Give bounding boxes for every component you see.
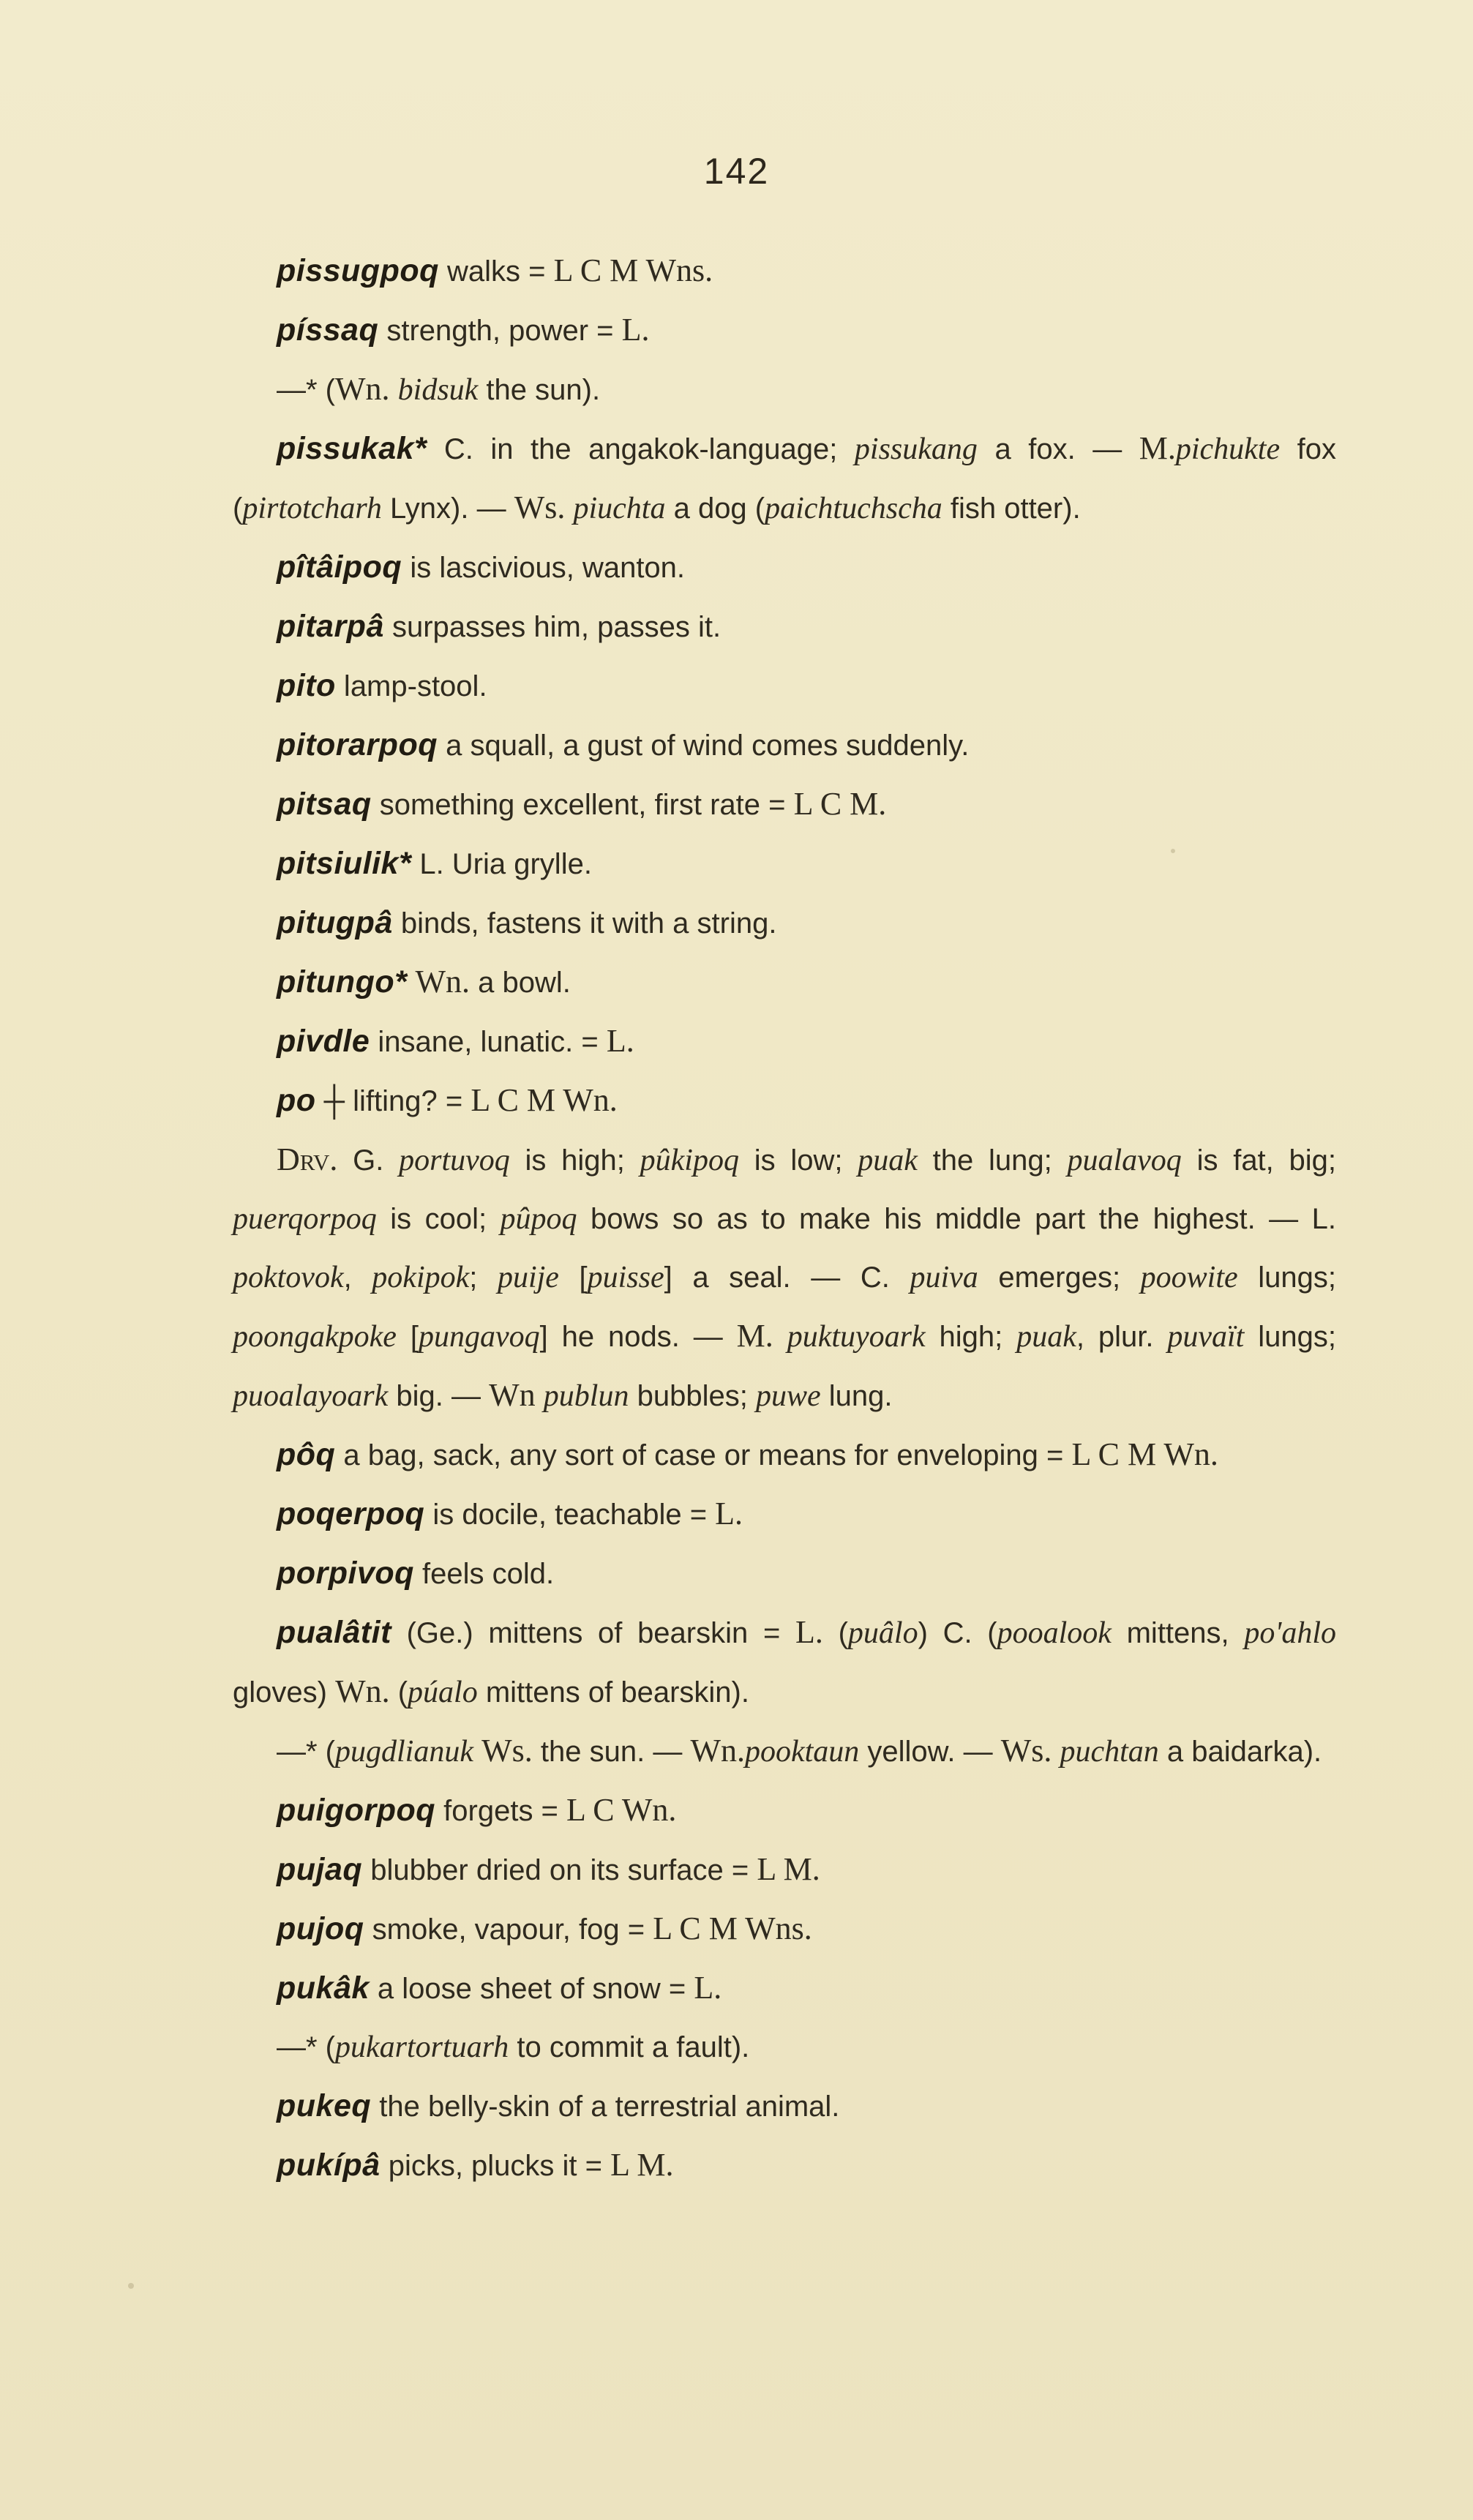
- headword: pujoq: [277, 1911, 364, 1946]
- dictionary-entry: [233, 1722, 1336, 1781]
- italic-form: pungavoq: [418, 1320, 540, 1354]
- dictionary-entry: [233, 241, 1336, 301]
- definition-text: lamp-stool.: [335, 670, 487, 702]
- headword: pitsaq: [277, 787, 372, 822]
- headword: pitsiulik*: [277, 846, 412, 881]
- italic-form: puchtan: [1060, 1735, 1159, 1769]
- headword: pukípâ: [277, 2148, 381, 2183]
- definition-text: a bag, sack, any sort of case or means for enveloping =: [335, 1439, 1072, 1471]
- source-abbr: L C M Wn.: [1071, 1436, 1218, 1472]
- definition-text: ┼ lifting? =: [315, 1085, 471, 1117]
- definition-text: [390, 374, 398, 406]
- definition-text: fish otter).: [942, 492, 1081, 525]
- dictionary-entry: [233, 1781, 1336, 1840]
- dictionary-entry: [233, 2018, 1336, 2077]
- page-number: 142: [703, 151, 770, 192]
- definition-text: the belly-skin of a terrestrial animal.: [371, 2090, 840, 2123]
- source-abbr: Ws.: [514, 490, 566, 525]
- definition-text: lungs;: [1244, 1321, 1336, 1353]
- italic-form: pissukang: [854, 432, 978, 466]
- definition-text: gloves): [233, 1676, 336, 1709]
- definition-text: —* (: [277, 1736, 335, 1768]
- source-abbr: L M.: [610, 2147, 674, 2183]
- definition-text: is lascivious, wanton.: [402, 552, 686, 584]
- definition-text: [473, 1736, 481, 1768]
- definition-text: [536, 1380, 544, 1412]
- italic-form: puak: [1016, 1320, 1076, 1354]
- italic-form: puwe: [755, 1379, 821, 1413]
- definition-text: [407, 967, 415, 999]
- definition-text: [: [558, 1261, 588, 1294]
- italic-form: poongakpoke: [233, 1320, 397, 1354]
- dictionary-entry: [233, 953, 1336, 1012]
- definition-text: G.: [337, 1144, 400, 1177]
- definition-text: , plur.: [1076, 1321, 1168, 1353]
- headword: pukâk: [277, 1970, 370, 2006]
- dictionary-entry: [233, 893, 1336, 953]
- definition-text: feels cold.: [413, 1558, 555, 1590]
- definition-text: bows so as to make his middle part the highest. — L.: [577, 1203, 1336, 1235]
- dictionary-entry: [233, 538, 1336, 597]
- headword: porpivoq: [277, 1556, 414, 1591]
- source-abbr: Wn: [489, 1377, 536, 1413]
- definition-text: a fox. —: [977, 433, 1139, 465]
- headword: pîtâipoq: [277, 550, 402, 585]
- definition-text: a bowl.: [470, 967, 571, 999]
- headword: pissukak*: [277, 431, 427, 466]
- dictionary-entry: [233, 1012, 1336, 1071]
- definition-text: a loose sheet of snow =: [369, 1973, 694, 2005]
- italic-form: paichtuchscha: [765, 492, 942, 525]
- definition-text: to commit a fault).: [509, 2031, 750, 2063]
- italic-form: puktuyoark: [787, 1320, 926, 1354]
- italic-form: po'ahlo: [1244, 1616, 1336, 1650]
- definition-text: is cool;: [376, 1203, 501, 1235]
- italic-form: puak: [858, 1144, 918, 1177]
- italic-form: pooalook: [997, 1616, 1112, 1650]
- definition-text: smoke, vapour, fog =: [364, 1913, 653, 1946]
- italic-form: pukartortuarh: [335, 2030, 509, 2064]
- source-abbr: Wn.: [415, 964, 470, 1000]
- paper-speck: [1171, 849, 1175, 853]
- dictionary-entry: [233, 2136, 1336, 2195]
- headword: puigorpoq: [277, 1793, 436, 1828]
- italic-form: portuvoq: [399, 1144, 510, 1177]
- source-abbr: M.: [736, 1318, 773, 1354]
- headword: pualâtit: [277, 1615, 391, 1650]
- italic-form: puvaït: [1167, 1320, 1245, 1354]
- headword: pitungo*: [277, 964, 408, 1000]
- definition-text: high;: [925, 1321, 1017, 1353]
- definition-text: [: [396, 1321, 419, 1353]
- definition-text: the lung;: [917, 1144, 1068, 1177]
- definition-text: [565, 492, 573, 525]
- italic-form: poowite: [1140, 1261, 1238, 1294]
- headword: pitarpâ: [277, 609, 384, 644]
- definition-text: is docile, teachable =: [424, 1499, 716, 1531]
- dictionary-entries: [233, 241, 1336, 2195]
- definition-text: is fat, big;: [1181, 1144, 1337, 1177]
- italic-form: puiva: [910, 1261, 978, 1294]
- definition-text: mittens,: [1111, 1617, 1245, 1649]
- dictionary-entry: [233, 301, 1336, 360]
- definition-text: picks, plucks it =: [380, 2150, 611, 2182]
- definition-text: lung.: [820, 1380, 893, 1412]
- italic-form: puerqorpoq: [233, 1202, 377, 1236]
- source-abbr: L.: [694, 1970, 722, 2006]
- dictionary-entry: [233, 1603, 1336, 1722]
- definition-text: fox (: [233, 433, 1337, 525]
- dictionary-entry: [233, 834, 1336, 893]
- dictionary-entry: [233, 1130, 1336, 1425]
- source-abbr: L M.: [757, 1851, 820, 1887]
- definition-text: is low;: [738, 1144, 858, 1177]
- headword: pitorarpoq: [277, 727, 438, 762]
- definition-text: [773, 1321, 787, 1353]
- dictionary-entry: [233, 419, 1336, 538]
- dictionary-entry: [233, 597, 1336, 656]
- dictionary-entry: [233, 1840, 1336, 1900]
- definition-text: big. —: [388, 1380, 490, 1412]
- italic-form: pugdlianuk: [335, 1735, 473, 1769]
- headword: poqerpoq: [277, 1496, 425, 1531]
- definition-text: forgets =: [435, 1795, 567, 1827]
- source-abbr: L C M Wns.: [653, 1910, 812, 1946]
- italic-form: bidsuk: [397, 373, 479, 407]
- source-abbr: Wn.: [335, 371, 390, 407]
- definition-text: [1052, 1736, 1060, 1768]
- dictionary-entry: [233, 716, 1336, 775]
- italic-form: puâlo: [847, 1616, 918, 1650]
- source-abbr: L.: [715, 1496, 743, 1531]
- definition-text: a baidarka).: [1158, 1736, 1322, 1768]
- dictionary-entry: [233, 1485, 1336, 1544]
- definition-text: ] he nods. —: [539, 1321, 737, 1353]
- paper-speck: [128, 2283, 134, 2289]
- italic-form: pichukte: [1175, 432, 1281, 466]
- definition-text: insane, lunatic. =: [370, 1026, 607, 1058]
- headword: pivdle: [277, 1024, 370, 1059]
- source-abbr: L.: [795, 1614, 823, 1650]
- definition-text: the sun).: [478, 374, 601, 406]
- source-abbr: L.: [621, 312, 650, 348]
- source-abbr: Wn.: [690, 1733, 745, 1769]
- italic-form: puisse: [587, 1261, 664, 1294]
- italic-form: pûpoq: [500, 1202, 577, 1236]
- definition-text: ;: [469, 1261, 498, 1294]
- headword: píssaq: [277, 312, 379, 348]
- headword: pukeq: [277, 2088, 372, 2123]
- definition-text: lungs;: [1237, 1261, 1336, 1294]
- definition-text: —* (: [277, 374, 335, 406]
- italic-form: pokipok: [372, 1261, 470, 1294]
- headword: pito: [277, 668, 336, 703]
- definition-text: a dog (: [665, 492, 765, 525]
- definition-text: ,: [343, 1261, 372, 1294]
- italic-form: publun: [543, 1379, 629, 1413]
- source-abbr: L C M.: [793, 786, 887, 822]
- italic-form: pooktaun: [744, 1735, 860, 1769]
- definition-text: walks =: [438, 255, 554, 288]
- source-abbr: Wn.: [335, 1673, 390, 1709]
- section-label: Drv.: [277, 1141, 338, 1177]
- definition-text: C. in the angakok-language;: [427, 433, 855, 465]
- definition-text: L. Uria grylle.: [411, 848, 592, 880]
- italic-form: pualavoq: [1067, 1144, 1182, 1177]
- dictionary-entry: [233, 1959, 1336, 2018]
- definition-text: (Ge.) mittens of bearskin =: [391, 1617, 795, 1649]
- dictionary-entry: [233, 1071, 1336, 1130]
- definition-text: (: [389, 1676, 408, 1709]
- dictionary-entry: [233, 1544, 1336, 1603]
- definition-text: blubber dried on its surface =: [362, 1854, 757, 1886]
- definition-text: bubbles;: [629, 1380, 756, 1412]
- dictionary-entry: [233, 2077, 1336, 2136]
- definition-text: the sun. —: [532, 1736, 691, 1768]
- headword: pujaq: [277, 1852, 363, 1887]
- dictionary-entry: [233, 656, 1336, 716]
- source-abbr: L C Wn.: [566, 1792, 677, 1828]
- definition-text: —* (: [277, 2031, 335, 2063]
- source-abbr: L.: [606, 1023, 634, 1059]
- italic-form: puoalayoark: [233, 1379, 389, 1413]
- source-abbr: Ws.: [1000, 1733, 1052, 1769]
- italic-form: puije: [497, 1261, 559, 1294]
- source-abbr: L C M Wns.: [553, 252, 713, 288]
- definition-text: ] a seal. — C.: [664, 1261, 910, 1294]
- definition-text: surpasses him, passes it.: [383, 611, 721, 643]
- headword: po: [277, 1083, 316, 1118]
- definition-text: yellow. —: [859, 1736, 1001, 1768]
- source-abbr: Ws.: [481, 1733, 533, 1769]
- italic-form: pûkipoq: [640, 1144, 739, 1177]
- source-abbr: M.: [1139, 430, 1176, 466]
- source-abbr: L C M Wn.: [471, 1082, 618, 1118]
- definition-text: is high;: [509, 1144, 640, 1177]
- headword: pitugpâ: [277, 905, 393, 940]
- definition-text: strength, power =: [378, 315, 622, 347]
- dictionary-entry: [233, 1900, 1336, 1959]
- definition-text: a squall, a gust of wind comes suddenly.: [437, 730, 970, 762]
- definition-text: ) C. (: [918, 1617, 997, 1649]
- definition-text: emerges;: [978, 1261, 1141, 1294]
- definition-text: something excellent, first rate =: [371, 789, 794, 821]
- italic-form: púalo: [408, 1676, 478, 1709]
- italic-form: poktovok: [233, 1261, 344, 1294]
- headword: pissugpoq: [277, 253, 439, 288]
- definition-text: mittens of bearskin).: [477, 1676, 749, 1709]
- definition-text: Lynx). —: [381, 492, 514, 525]
- dictionary-entry: [233, 1425, 1336, 1485]
- headword: pôq: [277, 1437, 336, 1472]
- dictionary-entry: [233, 775, 1336, 834]
- dictionary-entry: [233, 360, 1336, 419]
- definition-text: binds, fastens it with a string.: [392, 907, 777, 940]
- definition-text: (: [822, 1617, 848, 1649]
- italic-form: pirtotcharh: [242, 492, 382, 525]
- italic-form: piuchta: [573, 492, 666, 525]
